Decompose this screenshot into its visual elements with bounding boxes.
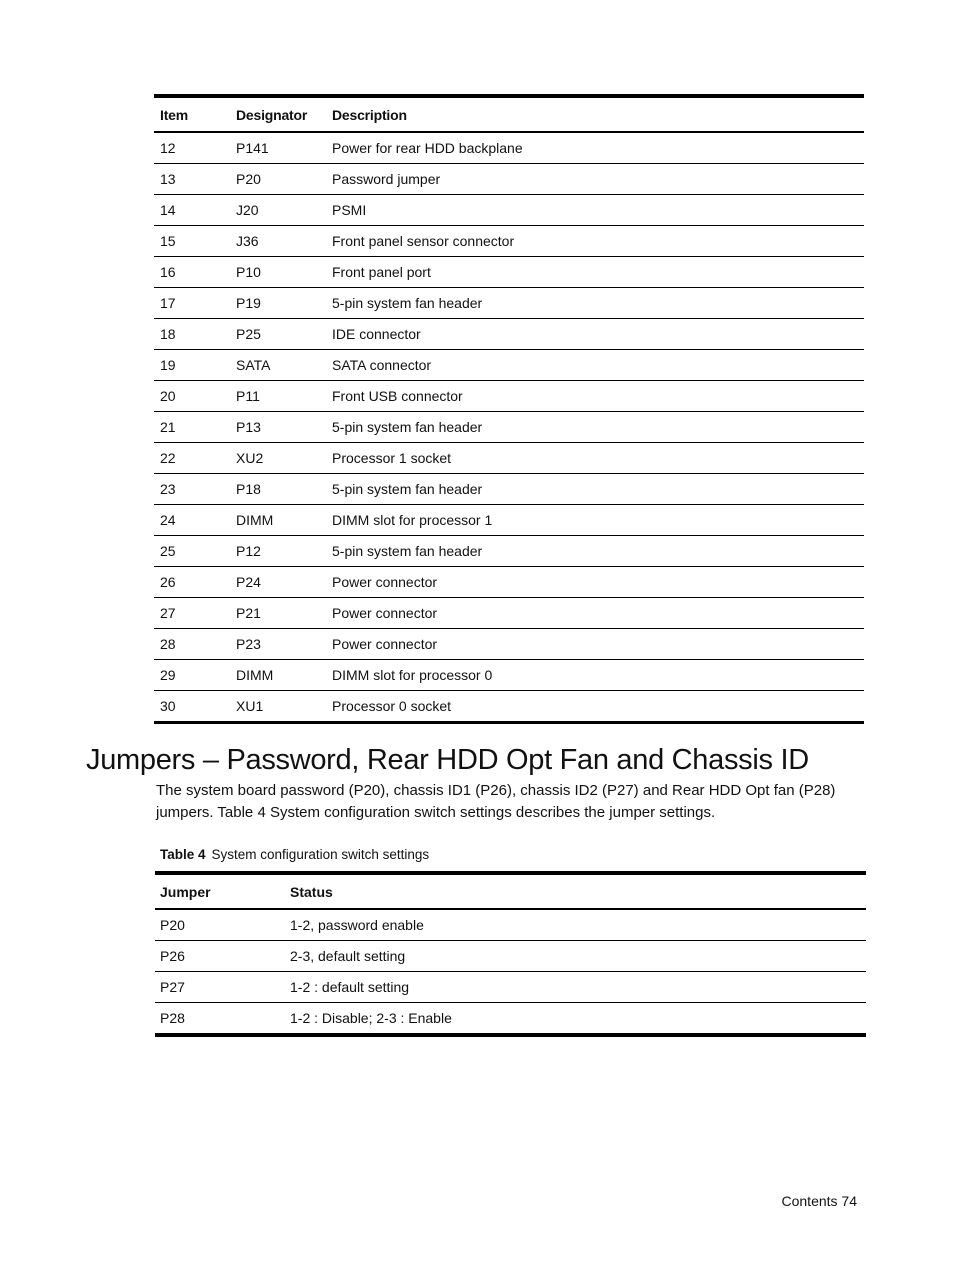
- section-paragraph: The system board password (P20), chassis ID1 (P26), chassis ID2 (P27) and Rear HDD Opt fan (P28) jumpers. Table 4 System configuration switch settings describes the jumper settings.: [156, 782, 836, 821]
- table-cell: Power for rear HDD backplane: [326, 132, 864, 164]
- table-cell: Processor 1 socket: [326, 443, 864, 474]
- table-row: [154, 257, 864, 288]
- table-cell: 23: [154, 474, 230, 505]
- table-cell: P21: [230, 598, 326, 629]
- table-cell: 18: [154, 319, 230, 350]
- table-caption-text: System configuration switch settings: [211, 847, 430, 862]
- table-row: [154, 381, 864, 412]
- table-cell: 12: [154, 132, 230, 164]
- table-row: [154, 536, 864, 567]
- table-cell: XU2: [230, 443, 326, 474]
- table-row: [154, 629, 864, 660]
- table-cell: DIMM: [230, 660, 326, 691]
- table-cell: P26: [155, 941, 285, 972]
- table-cell: Power connector: [326, 567, 864, 598]
- table-caption: [160, 847, 429, 862]
- table-row: [154, 691, 864, 723]
- table-cell: 27: [154, 598, 230, 629]
- table-row: [154, 598, 864, 629]
- table-cell: J20: [230, 195, 326, 226]
- table-cell: 14: [154, 195, 230, 226]
- table-cell: DIMM: [230, 505, 326, 536]
- table-cell: Front USB connector: [326, 381, 864, 412]
- table-row: [154, 350, 864, 381]
- table-cell: DIMM slot for processor 0: [326, 660, 864, 691]
- table-cell: P18: [230, 474, 326, 505]
- table-cell: P25: [230, 319, 326, 350]
- table-cell: P11: [230, 381, 326, 412]
- table-row: [154, 505, 864, 536]
- table-row: [154, 412, 864, 443]
- column-header-item: Item: [154, 96, 230, 132]
- table-cell: 5-pin system fan header: [326, 412, 864, 443]
- table-cell: 29: [154, 660, 230, 691]
- table-cell: J36: [230, 226, 326, 257]
- table-cell: 2-3, default setting: [285, 941, 866, 972]
- connector-table-body: [154, 132, 864, 723]
- table-cell: Power connector: [326, 598, 864, 629]
- page-footer: Contents 74: [781, 1193, 857, 1209]
- table-row: [154, 164, 864, 195]
- table-cell: P12: [230, 536, 326, 567]
- table-cell: SATA connector: [326, 350, 864, 381]
- table-cell: 1-2 : Disable; 2-3 : Enable: [290, 1010, 452, 1026]
- table-cell: P27: [155, 972, 285, 1003]
- table-row: [154, 226, 864, 257]
- table-cell: P19: [230, 288, 326, 319]
- column-header-jumper: Jumper: [155, 873, 285, 909]
- table-cell: 19: [154, 350, 230, 381]
- column-header-description: Description: [326, 96, 864, 132]
- table-row: [154, 319, 864, 350]
- table-cell: PSMI: [326, 195, 864, 226]
- table-cell: 20: [154, 381, 230, 412]
- table-cell: P13: [230, 412, 326, 443]
- table-cell: 13: [154, 164, 230, 195]
- table-row: [155, 909, 866, 941]
- connector-table: [154, 94, 864, 724]
- table-row: [155, 972, 866, 1003]
- table-cell: 5-pin system fan header: [326, 474, 864, 505]
- table-cell: 5-pin system fan header: [326, 536, 864, 567]
- table-cell: IDE connector: [326, 319, 864, 350]
- table-cell: Front panel sensor connector: [326, 226, 864, 257]
- table-cell: P20: [155, 909, 285, 941]
- table-cell: 25: [154, 536, 230, 567]
- table-cell: 15: [154, 226, 230, 257]
- table-cell: DIMM slot for processor 1: [326, 505, 864, 536]
- column-header-status: Status: [285, 873, 866, 909]
- table-row: [154, 567, 864, 598]
- table-cell: P23: [230, 629, 326, 660]
- table-cell: 16: [154, 257, 230, 288]
- table-cell: P20: [230, 164, 326, 195]
- table-cell: 26: [154, 567, 230, 598]
- jumper-table: [155, 871, 866, 1037]
- table-cell: P141: [230, 132, 326, 164]
- column-header-designator: Designator: [230, 96, 326, 132]
- table-cell: 17: [154, 288, 230, 319]
- table-cell: 22: [154, 443, 230, 474]
- section-heading: Jumpers – Password, Rear HDD Opt Fan and Chassis ID: [86, 744, 809, 776]
- table-cell: 21: [154, 412, 230, 443]
- table-cell: 30: [160, 698, 176, 714]
- table-row: [154, 195, 864, 226]
- table-row: [154, 474, 864, 505]
- table-cell: Power connector: [326, 629, 864, 660]
- jumper-table-body: [155, 909, 866, 1035]
- table-cell: Front panel port: [326, 257, 864, 288]
- table-row: [154, 443, 864, 474]
- table-row: [154, 660, 864, 691]
- table-cell: 28: [154, 629, 230, 660]
- table-cell: XU1: [236, 698, 264, 714]
- table-cell: P24: [230, 567, 326, 598]
- table-cell: P10: [230, 257, 326, 288]
- table-cell: 5-pin system fan header: [326, 288, 864, 319]
- table-cell: SATA: [230, 350, 326, 381]
- table-cell: 1-2, password enable: [285, 909, 866, 941]
- table-row: [154, 288, 864, 319]
- table-row: [154, 132, 864, 164]
- table-row: [155, 1003, 866, 1036]
- table-cell: Password jumper: [326, 164, 864, 195]
- table-cell: Processor 0 socket: [332, 698, 452, 714]
- jumper-table-header: [155, 873, 866, 909]
- table-cell: 1-2 : default setting: [285, 972, 866, 1003]
- table-caption-label: Table 4: [160, 847, 206, 862]
- table-cell: 24: [154, 505, 230, 536]
- table-row: [155, 941, 866, 972]
- connector-table-header: [154, 96, 864, 132]
- table-cell: P28: [160, 1010, 185, 1026]
